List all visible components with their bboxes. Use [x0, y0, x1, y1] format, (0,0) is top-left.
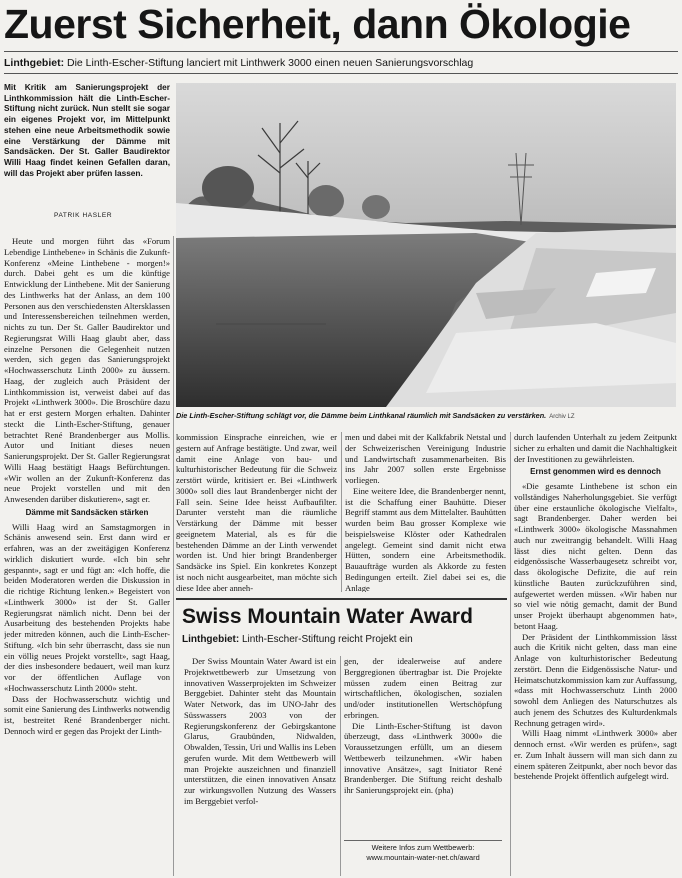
- award-box-title: Swiss Mountain Water Award: [182, 605, 473, 628]
- subheading-text: Die Linth-Escher-Stiftung lanciert mit Linthwerk 3000 einen neuen Sanierungsvorschlag: [67, 57, 474, 69]
- article-column-2: [176, 432, 337, 592]
- article-paragraph: «Die gesamte Linthebene ist schon ein vollständiges Naherholungsgebiet. Sie verfügt über eine erstaunliche ökologische Vielfalt», sagt Brandenberger. Daher werden bei «Linthwerk 3000» ökologische Massnahmen auch nur zweitrangig behandelt. Willi Haag lässt dies nicht gelten. Denn das eidgenössische Wasserbaugesetz schreibt vor, dass ökologische Defizite, die auf rein künstliche Bauten zurückzuführen sind, aufgewertet werden müssen. «Wir haben nur so viel wie nötig gemacht, damit der Bund unser Projekt überhaupt abgenommen hat», betont Haag.: [514, 481, 677, 631]
- award-box-subheading: [182, 634, 413, 645]
- subheading-region: Linthgebiet:: [4, 57, 65, 69]
- article-column-4: [514, 432, 677, 876]
- award-paragraph: Die Linth-Escher-Stiftung ist davon überzeugt, dass «Linthwerk 3000» die Voraussetzungen erfüllt, um an diesem Wettbewerb teilzunehmen. «Wir haben innovative Ansätze», sagt Initiator René Brandenberger. Die Stiftung reicht deshalb ihr Sanierungsprojekt ein. (pha): [344, 720, 502, 795]
- award-paragraph: Der Swiss Mountain Water Award ist ein Projektwettbewerb zur Umsetzung von innovativen Wasserprojekten im Schweizer Berggebiet. Dahinter steht das Mountain Water Network, das im UNO-Jahr des Süsswassers 2003 von der Regierungskonferenz der Gebirgskantone Glarus, Graubünden, Nidwalden, Obwalden, Tessin, Uri und Wallis ins Leben gerufen wurde. Mit dem Wettbewerb will man Projekte auszeichnen und finanziell unterstützen, die einen innovativen Ansatz zur wirkungsvollen Nutzung des Wassers im Berggebiet verfol-: [184, 656, 336, 806]
- article-paragraph: Heute und morgen führt das «Forum Lebendige Linthebene» in Schänis die Zukunft-Konferenz «Meine Linthebene - morgen!» durch. Dabei geht es um die künftige Entwicklung der Linthebene. Mit der Sanierung des Linthwerks hat der Anlass, an dem 100 Personen aus den verschiedensten Altersklassen und Interessensbereichen teilnehmen werden, nichts zu tun. Der St. Galler Baudirektor und Regierungsrat Willi Haag glaubt aber, dass einzelne Personen die Gelegenheit nutzen werden, sich gegen das Sanierungsprojekt «Hochwasserschutz Linth 2000» zu äussern. Haag, der zugleich auch Präsident der Linthkommission ist, verweist dabei auf das Projekt «Linthwerk 3000». Die Broschüre dazu hat er erst gestern Morgen erhalten. Dahinter steckt die Linth-Escher-Stiftung, genauer betrachtet René Brandenberger aus Mollis. Autor und Initiant dieses neuen Sanierungsprojekt. Der St. Galler Regierungsrat Willi Haag bestätigt Haags Befürchtungen. «Wir wollen an der Zukunft-Konferenz das neue Projekt vorstellen und mit den Anwesenden darüber diskutieren», sagt er.: [4, 236, 170, 504]
- article-paragraph: kommission Einsprache einreichen, wie er gestern auf Anfrage bestätigte. Und zwar, weil damit eine Anlage von bau- und kulturhistorischer Bedeutung für die Schweiz zerstört würde, kritisiert er. Bei «Linthwerk 3000» soll dies laut Brandenberger nicht der Fall sein. Seine Idee heisst Aufbaufilter. Darunter versteht man die räumliche Verstärkung der Dämme mit besser geeignetem Material, als es für die bestehenden Dämme an der Linth verwendet worden ist. Und hier bringt Brandenberger Sandsäcke ins Spiel. Ein konkretes Konzept ist noch nicht ausgearbeitet, man möchte sich diese Idee aber anneh-: [176, 432, 337, 592]
- award-box-column-1: [184, 656, 336, 876]
- award-info-label: Weitere Infos zum Wettbewerb:: [371, 843, 475, 852]
- section-heading-ernst: Ernst genommen wird es dennoch: [530, 467, 661, 477]
- award-box-footer: [344, 840, 502, 863]
- article-paragraph: durch laufenden Unterhalt zu jedem Zeitpunkt sicher zu erhalten und damit die Nachhaltigkeit der Investitionen zu gewährleisten.: [514, 432, 677, 464]
- author-byline: PATRIK HASLER: [54, 212, 113, 219]
- photo-credit: Archiv LZ: [549, 414, 575, 420]
- award-box: [176, 598, 507, 878]
- photo-canal-image: [176, 83, 676, 407]
- headline: Zuerst Sicherheit, dann Ökologie: [4, 1, 631, 47]
- article-paragraph: men und dabei mit der Kalkfabrik Netstal und der Schweizerischen Vereinigung Industrie und Landwirtschaft zusammenarbeiten. Bis ins Jahr 2007 sollen erste Ergebnisse vorliegen.: [345, 432, 506, 485]
- subheading: [4, 56, 680, 70]
- article-paragraph: Dass der Hochwasserschutz wichtig und somit eine Sanierung des Linthwerks notwendig ist, bestreitet René Brandenberger nicht. Dennoch wird er gegen das Projekt der Linth-: [4, 693, 170, 736]
- headline-rule: [4, 51, 678, 52]
- award-paragraph: gen, der idealerweise auf andere Berggregionen übertragbar ist. Die Projekte müssen zudem einen Beitrag zur wirtschaftlichen, ökologischen, sozialen und/oder institutionellen Wertschöpfung erbringen.: [344, 656, 502, 720]
- photo-linth-canal: [176, 83, 676, 407]
- article-paragraph: Der Präsident der Linthkommission lässt auch die Kritik nicht gelten, dass man eine Anlage von kulturhistorischer Bedeutung zerstört. Denn die Eidgenössische Natur- und Heimatschutzkommission kam zur Auffassung, «dass mit Hochwasserschutz Linth 2000 sowohl dem Anliegen des Naturschutzes als auch jenem des Schutzes des Kulturdenkmals Rechnung getragen wird».: [514, 631, 677, 728]
- award-box-subtext: Linth-Escher-Stiftung reicht Projekt ein: [242, 634, 413, 645]
- lead-paragraph: Mit Kritik am Sanierungsprojekt der Linthkommission hält die Linth-Escher-Stiftung nicht zurück. Nun stellt sie sogar ein eigenes Projekt vor, im Mittelpunkt stehen eine neue Arbeitsmethodik sowie eine Verstärkung der Dämme mit Sandsäcken. Der St. Galler Baudirektor Willi Haag findet keinen Gefallen daran, will das Projekt aber prüfen lassen.: [4, 82, 170, 178]
- article-column-3: [345, 432, 506, 592]
- subheading-rule: [4, 73, 678, 74]
- photo-caption-text: Die Linth-Escher-Stiftung schlägt vor, die Dämme beim Linthkanal räumlich mit Sandsäcken zu verstärken.: [176, 411, 547, 420]
- award-url: www.mountain-water-net.ch/award: [366, 853, 480, 862]
- article-paragraph: Willi Haag wird an Samstagmorgen in Schänis anwesend sein. Erst dann wird er erfahren, was an der zweitägigen Konferenz wirklich diskutiert wurde. «Ich bin sehr gespannt», sagt er und fügt an: «Ich hoffe, die beiden Moderatoren werden die Diskussion in die richtige Richtung lenken.» Begeistert von «Linthwerk 3000» ist der St. Galler Regierungsrat nämlich nicht. Denn bei der Ausarbeitung des bestehenden Projekts habe jeder mitreden können, auch die Linth-Escher-Stiftung. «Ich bin sehr überrascht, dass sie nun ein völlig neues Projekt vorstellt», sagt Haag, der dies insbesondere bedauert, weil man kurz vor der öffentlichen Auflage von «Hochwasserschutz Linth 2000» steht.: [4, 521, 170, 693]
- article-column-1: [4, 236, 170, 876]
- column-divider: [510, 432, 511, 876]
- photo-caption: [176, 410, 676, 422]
- section-heading-daemme: Dämme mit Sandsäcken stärken: [25, 507, 149, 517]
- award-box-column-2: [344, 656, 502, 836]
- article-paragraph: Willi Haag nimmt «Linthwerk 3000» aber dennoch ernst. «Wir werden es prüfen», sagt er. Zum Inhalt äussern will man sich dann zu einem späteren Zeitpunkt, aber noch bevor das bestehende Projekt öffentlich aufgelegt wird.: [514, 728, 677, 782]
- column-divider: [340, 656, 341, 876]
- column-divider: [173, 236, 174, 876]
- article-paragraph: Eine weitere Idee, die Brandenberger nennt, ist die Schaffung einer Bauhütte. Dieser Begriff stammt aus dem Mittelalter. Bauhütten wurden beim Bau grosser Komplexe wie beispielsweise Klöster oder Kathedralen angelegt. Gemeint sind damit nicht etwa Hütten, sondern eine Arbeitsmethodik. Bauaufträge wurden als Akkorde zu festen Bedingungen erteilt. Ziel dabei sei es, die Anlage: [345, 485, 506, 592]
- column-divider: [341, 432, 342, 592]
- award-box-region: Linthgebiet:: [182, 634, 240, 645]
